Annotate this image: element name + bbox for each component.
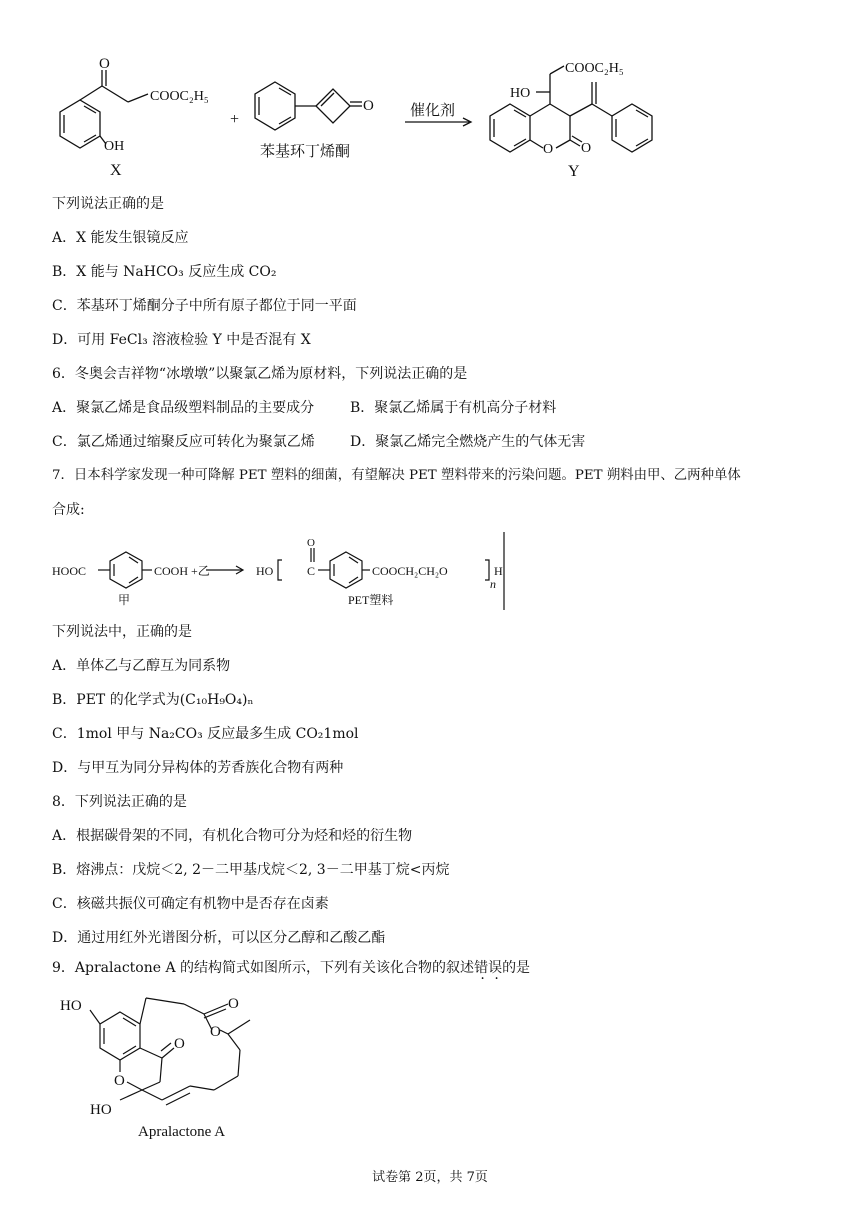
pet-polymer-label: PET塑料 xyxy=(348,593,394,607)
q6-option-b: B．聚氯乙烯属于有机高分子材料 xyxy=(350,400,557,416)
apralactone-ho-top: HO xyxy=(60,998,82,1014)
pet-subscript-n: n xyxy=(490,577,496,591)
page-footer: 试卷第 2页，共 7页 xyxy=(372,1170,488,1185)
q7-pet-scheme xyxy=(48,530,508,612)
q8-option-a: A．根据碳骨架的不同，有机化合物可分为烃和烃的衍生物 xyxy=(52,828,413,844)
q5-option-d: D．可用 FeCl₃ 溶液检验 Y 中是否混有 X xyxy=(52,332,311,348)
q8-stem: 8．下列说法正确的是 xyxy=(52,794,187,810)
q9-emphasis-1: 错 xyxy=(474,960,489,976)
q6-option-c: C．氯乙烯通过缩聚反应可转化为聚氯乙烯 xyxy=(52,434,315,450)
apralactone-carbonyl-o: O xyxy=(228,996,239,1012)
q9-stem-before: 9．Apralactone A 的结构简式如图所示，下列有关该化合物的叙述 xyxy=(52,960,475,976)
y-ring-o: O xyxy=(543,142,554,157)
x-oh-group: OH xyxy=(104,139,125,154)
q7-prompt: 下列说法中，正确的是 xyxy=(52,624,192,640)
q5-option-b: B．X 能与 NaHCO₃ 反应生成 CO₂ xyxy=(52,264,277,280)
y-ester-group: COOC₂H₅ xyxy=(565,61,624,76)
q6-option-a: A．聚氯乙烯是食品级塑料制品的主要成分 xyxy=(52,400,315,416)
x-ketone-o: O xyxy=(99,56,110,72)
q8-option-c: C．核磁共振仪可确定有机物中是否存在卤素 xyxy=(52,896,329,912)
apralactone-ho-bottom: HO xyxy=(90,1102,112,1118)
reagent-name: 苯基环丁烯酮 xyxy=(260,142,351,160)
y-label: Y xyxy=(568,163,580,180)
q7-stem-line1: 7．日本科学家发现一种可降解 PET 塑料的细菌，有望解决 PET 塑料带来的污染问题。PET 朔料由甲、乙两种单体 xyxy=(52,468,741,483)
pet-repeat-tail: COOCH₂CH₂O xyxy=(372,564,448,578)
q6-stem: 6．冬奥会吉祥物“冰墩墩”以聚氯乙烯为原材料，下列说法正确的是 xyxy=(52,366,468,382)
monomer-a-label: 甲 xyxy=(118,593,131,607)
plus-sign: + xyxy=(230,111,240,128)
x-label: X xyxy=(110,162,122,179)
y-carbonyl-o: O xyxy=(581,141,592,156)
q9-emphasis-2: 误 xyxy=(488,960,503,976)
pet-carbonyl-c: C xyxy=(307,564,316,578)
pet-end-h: H xyxy=(494,564,503,578)
pet-ho: HO xyxy=(256,564,274,578)
apralactone-name: Apralactone A xyxy=(138,1124,226,1140)
q5-option-a: A．X 能发生银镜反应 xyxy=(52,230,189,246)
apralactone-a-structure xyxy=(60,990,310,1140)
q7-option-a: A．单体乙与乙醇互为同系物 xyxy=(52,658,231,674)
q8-option-d: D．通过用红外光谱图分析，可以区分乙醇和乙酸乙酯 xyxy=(52,930,386,946)
apralactone-ketone-o: O xyxy=(174,1036,185,1052)
q7-stem-line2: 合成: xyxy=(52,502,85,518)
pet-cooh-plus-b: COOH +乙 xyxy=(154,564,210,578)
reagent-o: O xyxy=(363,98,374,114)
q6-option-d: D．聚氯乙烯完全燃烧产生的气体无害 xyxy=(350,434,586,450)
q8-option-b: B．熔沸点：戊烷＜2, 2－二甲基戊烷＜2, 3－二甲基丁烷<丙烷 xyxy=(52,862,450,878)
catalyst-label: 催化剂 xyxy=(410,101,456,119)
pet-hooc: HOOC xyxy=(52,564,87,578)
y-ho-group: HO xyxy=(510,86,531,101)
x-ester-group: COOC₂H₅ xyxy=(150,89,209,104)
apralactone-ring-o: O xyxy=(114,1073,125,1089)
q9-stem-after: 的是 xyxy=(502,960,531,976)
q7-option-c: C．1mol 甲与 Na₂CO₃ 反应最多生成 CO₂1mol xyxy=(52,726,359,742)
q9-stem xyxy=(52,958,530,978)
pet-carbonyl-o: O xyxy=(307,537,315,549)
q5-reaction-scheme xyxy=(40,52,700,184)
q7-option-b: B．PET 的化学式为(C₁₀H₉O₄)ₙ xyxy=(52,692,254,708)
q7-option-d: D．与甲互为同分异构体的芳香族化合物有两种 xyxy=(52,760,344,776)
q5-prompt: 下列说法正确的是 xyxy=(52,196,164,212)
apralactone-lactone-o: O xyxy=(210,1024,221,1040)
q5-option-c: C．苯基环丁烯酮分子中所有原子都位于同一平面 xyxy=(52,298,357,314)
